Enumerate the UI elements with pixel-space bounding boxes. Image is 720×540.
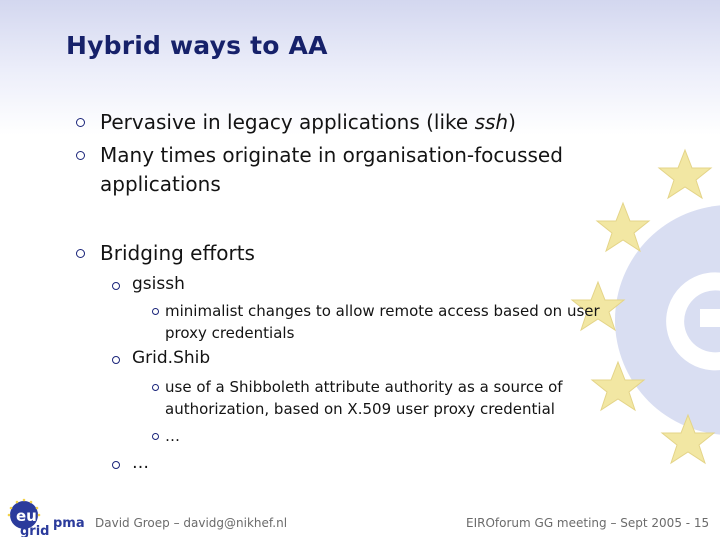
eugridpma-logo <box>4 497 90 537</box>
bullet-item <box>100 239 255 268</box>
sub-sub-bullet-item <box>165 300 600 344</box>
star-icon <box>659 150 711 198</box>
bullet-text: Many times originate in organisation-focussed <box>100 143 563 167</box>
sub-bullet-text: gsissh <box>132 274 185 294</box>
sub-bullet-item <box>132 452 149 474</box>
sub-sub-bullet-item <box>165 425 180 447</box>
sub-sub-bullet-dot-icon <box>152 384 159 391</box>
bullet-item <box>100 108 516 137</box>
sub-bullet-text: Grid.Shib <box>132 348 211 368</box>
footer-author: David Groep – davidg@nikhef.nl <box>95 516 288 530</box>
bullet-dot-icon <box>76 118 85 127</box>
sub-sub-bullet-dot-icon <box>152 433 159 440</box>
sub-bullet-dot-icon <box>112 461 120 469</box>
bullet-text: Pervasive in legacy applications (like <box>100 110 475 134</box>
sub-bullet-dot-icon <box>112 356 120 364</box>
bullet-text-continued: applications <box>100 172 221 196</box>
sub-bullet-item <box>132 347 210 369</box>
sub-sub-bullet-dot-icon <box>152 308 159 315</box>
logo-pma-text: pma <box>53 516 85 531</box>
bullet-dot-icon <box>76 249 85 258</box>
sub-bullet-item <box>132 273 185 295</box>
bullet-text-tail: ) <box>508 110 516 134</box>
sub-sub-bullet-item <box>165 376 563 420</box>
sub-sub-bullet-text: minimalist changes to allow remote access based on user <box>165 302 600 320</box>
bullet-item <box>100 141 563 199</box>
bullet-dot-icon <box>76 151 85 160</box>
sub-sub-bullet-text: … <box>165 427 180 445</box>
sub-bullet-text: … <box>132 453 149 473</box>
bullet-emphasis: ssh <box>474 110 509 134</box>
star-icon <box>597 203 649 251</box>
sub-sub-bullet-text-continued: authorization, based on X.509 user proxy credential <box>165 400 555 418</box>
logo-eu-text: eu <box>16 507 37 525</box>
footer-event: EIROforum GG meeting – Sept 2005 - 15 <box>466 516 710 530</box>
logo-grid-text: grid <box>20 524 50 537</box>
bullet-text: Bridging efforts <box>100 241 255 265</box>
sub-sub-bullet-text-continued: proxy credentials <box>165 324 295 342</box>
sub-sub-bullet-text: use of a Shibboleth attribute authority as a source of <box>165 378 563 396</box>
slide-title: Hybrid ways to AA <box>66 31 328 60</box>
sub-bullet-dot-icon <box>112 282 120 290</box>
